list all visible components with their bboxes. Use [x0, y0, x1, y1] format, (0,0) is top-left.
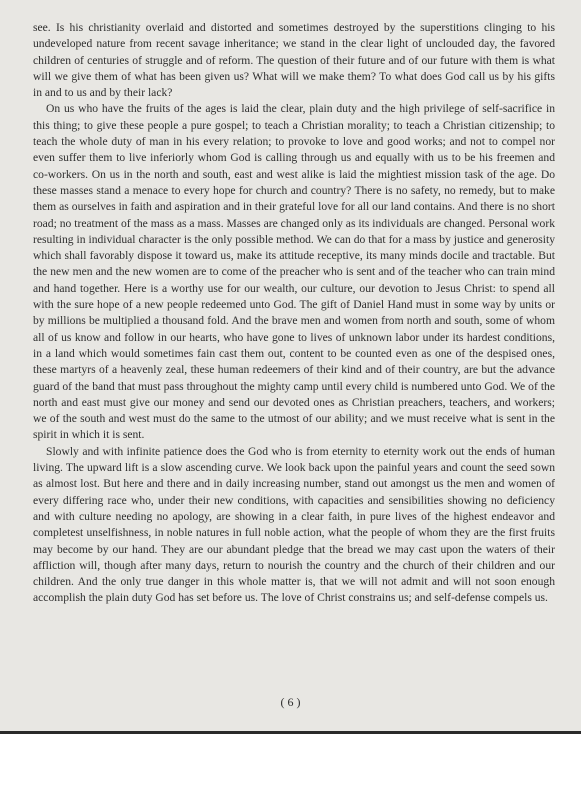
body-text — [33, 20, 555, 607]
paragraph-2: On us who have the fruits of the ages is laid the clear, plain duty and the high privilege of self-sacrifice in this thing; to give these people a pure gospel; to teach a Christian morality; to teach a Christian citizenship; to teach the whole duty of man in his every relation; to provoke to love and good works; and not to compel nor even suffer them to live inferiorly whom God is calling through us and equally with us to be his freemen and co-workers. On us in the north and south, east and west alike is laid the mightiest mission task of the age. Do these masses stand a menace to every hope for church and country? There is no safety, no remedy, but to make them as ourselves in faith and aspiration and in their grateful love for all our land contains. And there is no short road; no treatment of the mass as a mass. Masses are changed only as its individuals are changed. Personal work resulting in individual character is the only possible method. We can do that for a mass by justice and generosity which shall favorably dispose it toward us, make its attitude receptive, its many minds docile and tractable. But the new men and the new women are to come of the preacher who is sent and of the teacher who can train mind and hand together. Here is a worthy use for our wealth, our culture, our devotion to Jesus Christ: to spend all with the sure hope of a new people redeemed unto God. The gift of Daniel Hand must in some way by units or by millions be multiplied a thousand fold. And the brave men and women from north and south, some of whom all of us know and follow in our hearts, who have gone to lives of unknown labor under its hardest conditions, in a land which would sometimes fain cast them out, content to be counted even as one of the despised ones, these martyrs of a heavenly zeal, these human redeemers of their kind and of their country, are but the advance guard of the band that must pass throughout the mighty camp until every child is numbered unto God. We of the north and east must give our money and send our devoted ones as Christian preachers, teachers, and workers; we of the south and west must do the same to the utmost of our ability; and we must receive what is sent in the spirit in which it is sent. — [33, 102, 555, 442]
paragraph-1: see. Is his christianity overlaid and distorted and sometimes destroyed by the superstitions clinging to his undeveloped nature from recent savage inheritance; we stand in the clear light of unclouded day, the favored children of centuries of struggle and of reform. The question of their future and of our future with them is what will we give them of what has been given us? What will we make them? To what does God call us by his gifts in and to us and by their lack? — [33, 21, 555, 100]
paragraph-3: Slowly and with infinite patience does the God who is from eternity to eternity work out the ends of human living. The upward lift is a slow ascending curve. We look back upon the painful years and count the seed sown as almost lost. But here and there and in daily increasing number, stand out amongst us the men and women of every differing race who, under their new conditions, with capacities and sensibilities showing no deficiency and with culture needing no apology, are showing in a clear faith, in pure lives of the highest endeavor and completest unselfishness, in noble natures in full noble action, what the people of whom they are the first fruits may become by our hand. They are our abundant pledge that the bread we may cast upon the waters of their affliction will, though after many days, return to nourish the country and the church of their children and our children. And the only true danger in this whole matter is, that we will not admit and will not soon enough accomplish the plain duty God has set before us. The love of Christ constrains us; and self-defense compels us. — [33, 444, 555, 605]
page-number: ( 6 ) — [280, 695, 301, 709]
